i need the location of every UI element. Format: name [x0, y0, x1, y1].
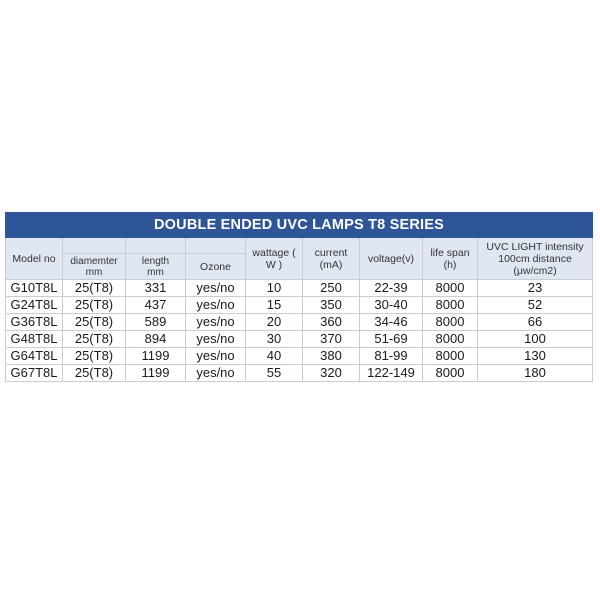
header-length: length mm [126, 254, 186, 280]
cell-voltage: 122-149 [360, 365, 423, 382]
table-row [6, 314, 593, 331]
cell-model: G10T8L [6, 280, 63, 297]
table-row [6, 348, 593, 365]
cell-ozone: yes/no [186, 280, 246, 297]
cell-current: 380 [303, 348, 360, 365]
cell-current: 350 [303, 297, 360, 314]
cell-ozone: yes/no [186, 365, 246, 382]
cell-life-span: 8000 [423, 314, 478, 331]
cell-uvc: 180 [478, 365, 593, 382]
cell-wattage: 40 [246, 348, 303, 365]
table-row [6, 297, 593, 314]
cell-ozone: yes/no [186, 348, 246, 365]
table-title: DOUBLE ENDED UVC LAMPS T8 SERIES [6, 213, 593, 238]
cell-model: G48T8L [6, 331, 63, 348]
cell-wattage: 55 [246, 365, 303, 382]
cell-length: 437 [126, 297, 186, 314]
cell-ozone: yes/no [186, 331, 246, 348]
cell-diameter: 25(T8) [63, 348, 126, 365]
header-wattage: wattage ( W ) [246, 238, 303, 280]
table-row [6, 331, 593, 348]
cell-life-span: 8000 [423, 348, 478, 365]
cell-length: 894 [126, 331, 186, 348]
cell-voltage: 34-46 [360, 314, 423, 331]
cell-wattage: 30 [246, 331, 303, 348]
header-voltage: voltage(v) [360, 238, 423, 280]
cell-model: G36T8L [6, 314, 63, 331]
table-row [6, 280, 593, 297]
cell-life-span: 8000 [423, 365, 478, 382]
cell-current: 320 [303, 365, 360, 382]
cell-voltage: 81-99 [360, 348, 423, 365]
cell-current: 360 [303, 314, 360, 331]
header-ozone-group [186, 238, 246, 254]
cell-ozone: yes/no [186, 314, 246, 331]
cell-current: 250 [303, 280, 360, 297]
header-diameter-group [63, 238, 126, 254]
cell-diameter: 25(T8) [63, 280, 126, 297]
cell-voltage: 22-39 [360, 280, 423, 297]
cell-life-span: 8000 [423, 280, 478, 297]
header-life-span: life span (h) [423, 238, 478, 280]
cell-diameter: 25(T8) [63, 297, 126, 314]
cell-model: G67T8L [6, 365, 63, 382]
cell-length: 589 [126, 314, 186, 331]
cell-wattage: 20 [246, 314, 303, 331]
cell-uvc: 130 [478, 348, 593, 365]
cell-wattage: 15 [246, 297, 303, 314]
cell-diameter: 25(T8) [63, 365, 126, 382]
cell-current: 370 [303, 331, 360, 348]
header-uvc-intensity: UVC LIGHT intensity 100cm distance (μw/cm2) [478, 238, 593, 280]
cell-diameter: 25(T8) [63, 331, 126, 348]
cell-voltage: 51-69 [360, 331, 423, 348]
cell-voltage: 30-40 [360, 297, 423, 314]
cell-ozone: yes/no [186, 297, 246, 314]
cell-life-span: 8000 [423, 297, 478, 314]
cell-length: 1199 [126, 348, 186, 365]
header-model-no: Model no [6, 238, 63, 280]
cell-model: G64T8L [6, 348, 63, 365]
cell-uvc: 66 [478, 314, 593, 331]
cell-model: G24T8L [6, 297, 63, 314]
cell-length: 1199 [126, 365, 186, 382]
cell-length: 331 [126, 280, 186, 297]
header-ozone: Ozone [186, 254, 246, 280]
cell-life-span: 8000 [423, 331, 478, 348]
cell-wattage: 10 [246, 280, 303, 297]
cell-uvc: 23 [478, 280, 593, 297]
cell-uvc: 100 [478, 331, 593, 348]
header-diameter: diamemter mm [63, 254, 126, 280]
cell-diameter: 25(T8) [63, 314, 126, 331]
uvc-lamp-spec-table [5, 212, 593, 382]
header-length-group [126, 238, 186, 254]
table-row [6, 365, 593, 382]
header-current: current (mA) [303, 238, 360, 280]
cell-uvc: 52 [478, 297, 593, 314]
